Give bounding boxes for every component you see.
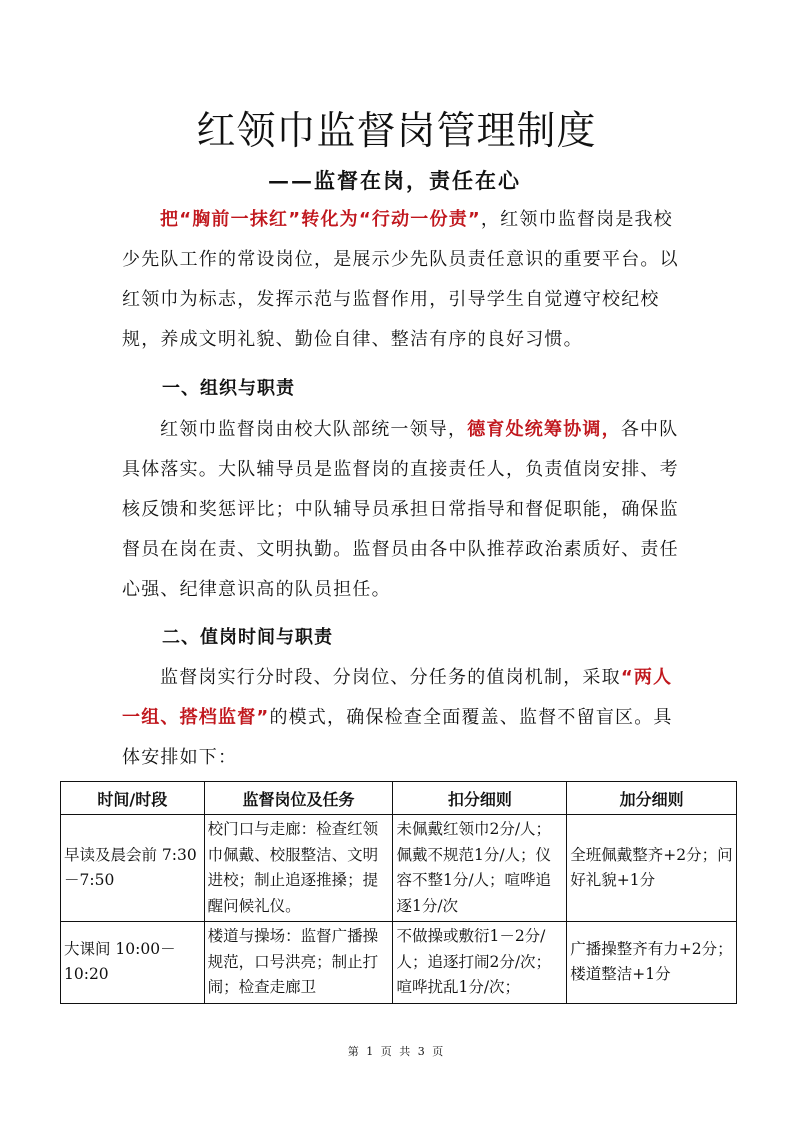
duty-table [60, 781, 737, 1004]
section-2-heading: 二、值岗时间与职责 [162, 627, 333, 648]
cell-task: 楼道与操场：监督广播操规范，口号洪亮；制止打闹；检查走廊卫 [204, 922, 393, 1004]
header-task: 监督岗位及任务 [204, 782, 393, 815]
section-2-text-after: 的模式，确保检查全面覆盖、监督不留盲区。具体安排如下： [122, 707, 673, 768]
table-header-row [61, 782, 737, 815]
section-2-highlight: “两人一组、搭档监督” [122, 667, 673, 728]
cell-deduct: 未佩戴红领巾2分/人；佩戴不规范1分/人；仪容不整1分/人；喧哗追逐1分/次 [393, 815, 567, 922]
header-time: 时间/时段 [61, 782, 205, 815]
section-1-text-before: 红领巾监督岗由校大队部统一领导， [160, 419, 468, 440]
cell-bonus: 全班佩戴整齐+2分；问好礼貌+1分 [567, 815, 737, 922]
intro-paragraph [122, 200, 682, 360]
cell-time: 早读及晨会前 7:30－7:50 [61, 815, 205, 922]
page-title: 红领巾监督岗管理制度 [196, 109, 597, 154]
cell-deduct: 不做操或敷衍1－2分/人；追逐打闹2分/次；喧哗扰乱1分/次； [393, 922, 567, 1004]
table-row [61, 922, 737, 1004]
section-1-highlight: 德育处统筹协调， [467, 419, 621, 440]
section-1-paragraph [122, 410, 682, 610]
header-bonus: 加分细则 [567, 782, 737, 815]
section-1-heading: 一、组织与职责 [162, 378, 295, 399]
intro-highlight: 把“胸前一抹红”转化为“行动一份责” [160, 209, 481, 230]
cell-time: 大课间 10:00－10:20 [61, 922, 205, 1004]
cell-task: 校门口与走廊：检查红领巾佩戴、校服整洁、文明进校；制止追逐推搡；提醒问候礼仪。 [204, 815, 393, 922]
table-row [61, 815, 737, 922]
section-1-text-after: 各中队具体落实。大队辅导员是监督岗的直接责任人，负责值岗安排、考核反馈和奖惩评比；中队辅导员承担日常指导和督促职能，确保监督员在岗在责、文明执勤。监督员由各中队推荐政治素质好、责任心强、纪律意识高的队员担任。 [122, 419, 679, 600]
cell-bonus: 广播操整齐有力+2分；楼道整洁+1分 [567, 922, 737, 1004]
section-2-text-before: 监督岗实行分时段、分岗位、分任务的值岗机制，采取 [160, 667, 621, 688]
intro-text: ，红领巾监督岗是我校少先队工作的常设岗位，是展示少先队员责任意识的重要平台。以红领巾为标志，发挥示范与监督作用，引导学生自觉遵守校纪校规，养成文明礼貌、勤俭自律、整洁有序的良好习惯。 [122, 209, 679, 350]
header-deduct: 扣分细则 [393, 782, 567, 815]
page-subtitle: ——监督在岗，责任在心 [268, 168, 521, 193]
section-2-paragraph [122, 658, 682, 778]
page-footer: 第 1 页 共 3 页 [347, 1045, 446, 1058]
